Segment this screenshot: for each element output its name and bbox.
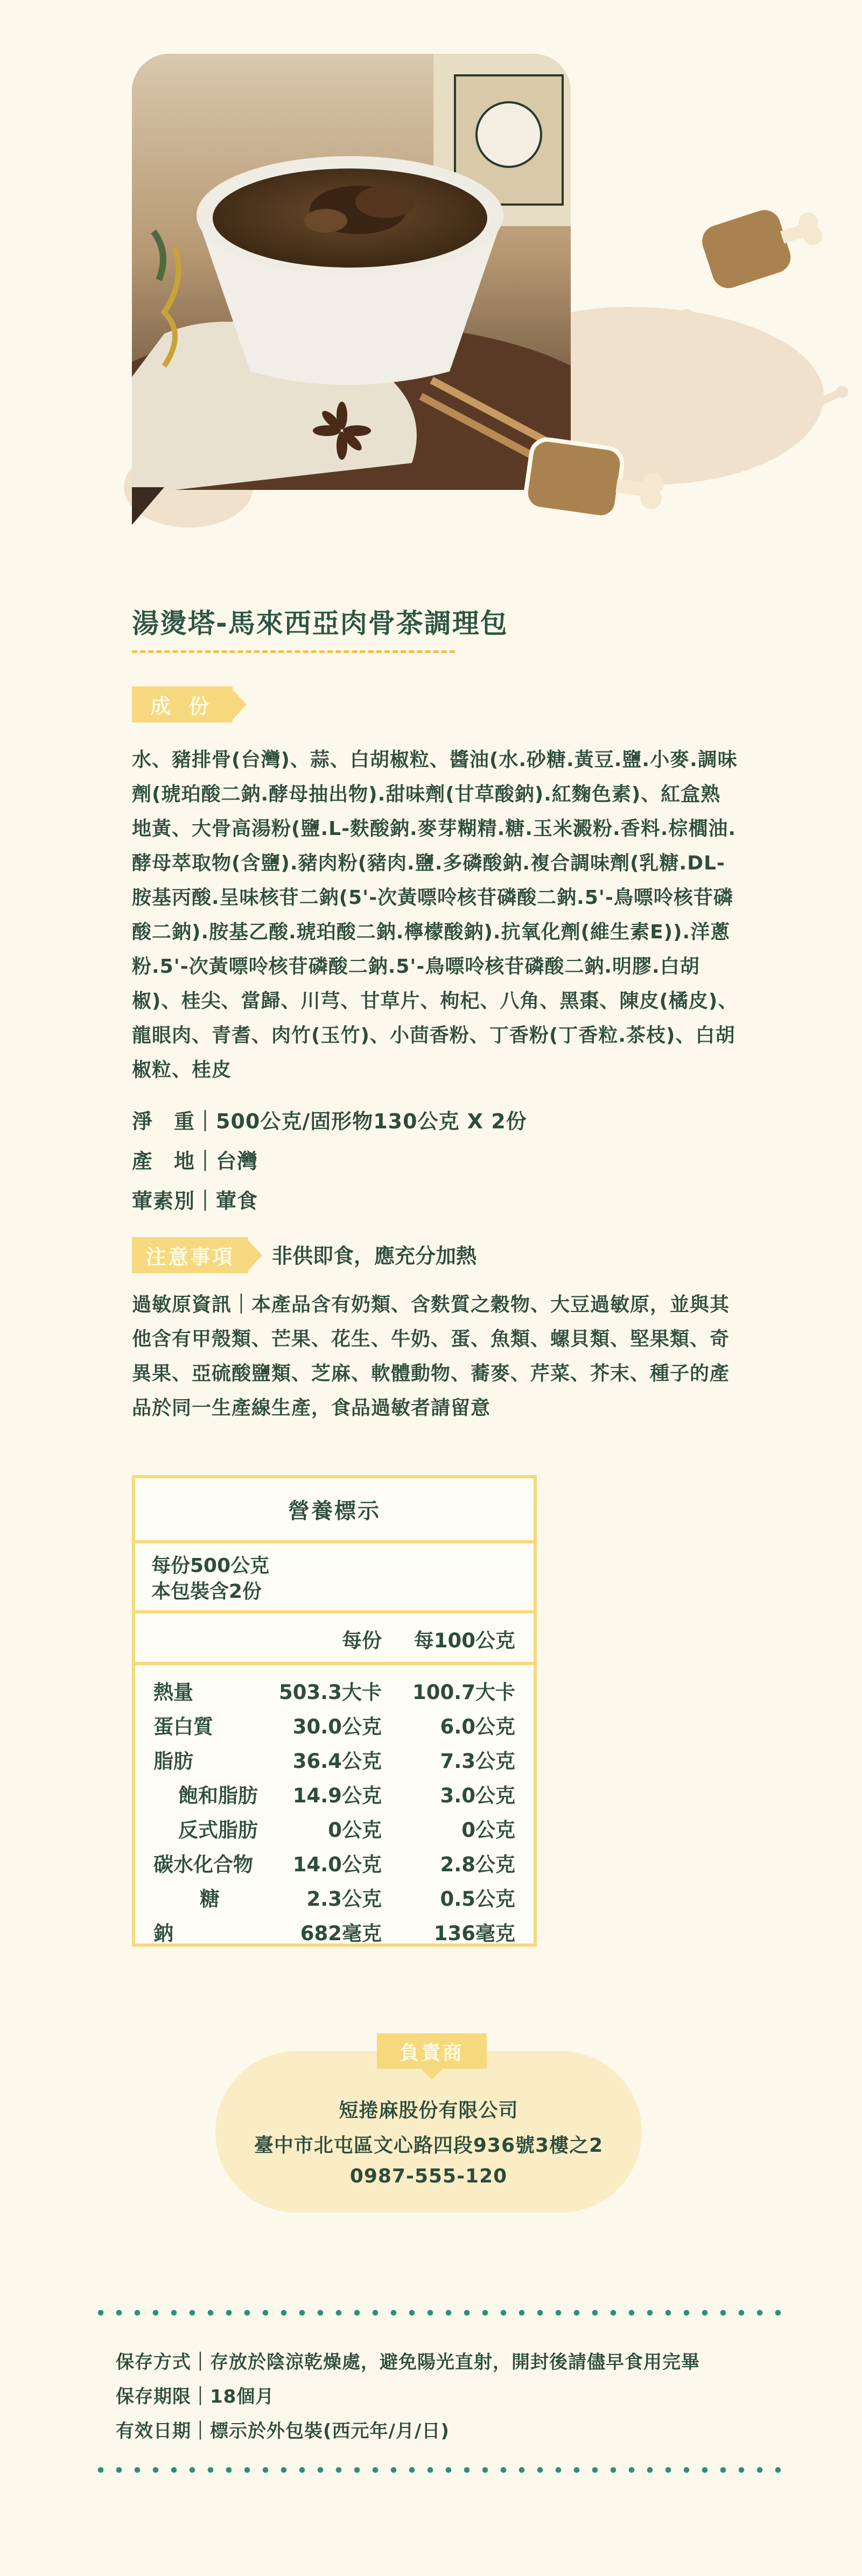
ingredients-text: 水、豬排骨(台灣)、蒜、白胡椒粒、醬油(水.砂糖.黃豆.鹽.小麥.調味劑(琥珀酸二鈉.酵母抽出物).甜味劑(甘草酸鈉).紅麴色素)、紅盒熟地黃、大骨高湯粉(鹽.L-麩酸鈉.麥芽糊精.糖.玉米澱粉.香料.棕櫚油.酵母萃取物(含鹽).豬肉粉(豬肉.鹽.多磷酸鈉.複合調味劑(乳糖.DL-胺基丙酸.呈味核苷二鈉(5'-次黃嘌呤核苷磷酸二鈉.5'-鳥嘌呤核苷磷酸二鈉).胺基乙酸.琥珀酸二鈉.檸檬酸鈉).抗氧化劑(維生素E)).洋蔥粉.5'-次黃嘌呤核苷磷酸二鈉.5'-鳥嘌呤核苷磷酸二鈉.明膠.白胡椒)、桂尖、當歸、川芎、甘草片、枸杞、八角、黑棗、陳皮(橘皮)、龍眼肉、青耆、肉竹(玉竹)、小茴香粉、丁香粉(丁香粒.茶枝)、白胡椒粒、桂皮 [132,749,738,1081]
nutrition-row [135,1774,534,1808]
supplier-phone: 0987-555-120 [349,2165,508,2187]
nutrient-name: 碳水化合物 [153,1853,253,1876]
ingredients-label: 成 份 [132,686,233,722]
serving-size: 每份500公克 [151,1555,270,1577]
product-photo [132,54,571,490]
nutrition-row [135,1705,534,1739]
shelf-life: 保存期限｜18個月 [116,2386,275,2407]
nutrient-per-100g: 136毫克 [433,1922,515,1945]
origin: 產 地｜台灣 [132,1149,258,1173]
nutrition-header [135,1613,534,1665]
nutrient-name: 糖 [200,1887,220,1911]
nutrition-row [135,1670,534,1705]
nutrition-title: 營養標示 [135,1478,534,1543]
nutrition-row [135,1843,534,1877]
soup-bowl-illustration [132,54,571,490]
nutrient-per-100g: 6.0公克 [440,1715,515,1738]
nutrient-per-serving: 503.3大卡 [278,1681,382,1704]
notice-text: 非供即食，應充分加熱 [272,1244,477,1268]
nutrient-per-100g: 2.8公克 [440,1853,515,1876]
storage-method: 保存方式｜存放於陰涼乾燥處，避免陽光直射，開封後請儘早食用完畢 [116,2352,700,2373]
diet-type: 葷素別｜葷食 [132,1189,258,1213]
nutrient-name: 飽和脂肪 [178,1784,258,1807]
nutrient-name: 熱量 [153,1681,193,1704]
nutrition-rows [135,1665,534,1946]
supplier-label: 負責商 [377,2033,487,2069]
nutrition-row [135,1877,534,1912]
small-bone-icon [635,301,700,355]
col-per-serving: 每份 [342,1629,382,1652]
nutrient-per-100g: 100.7大卡 [412,1681,515,1704]
nutrient-name: 反式脂肪 [178,1819,258,1842]
nutrient-name: 蛋白質 [153,1715,213,1738]
nutrition-row [135,1739,534,1774]
nutrition-row [135,1808,534,1843]
serving-info [135,1543,534,1613]
nutrient-per-serving: 36.4公克 [292,1750,382,1773]
nutrient-per-serving: 14.0公克 [292,1853,382,1876]
nutrient-per-serving: 30.0公克 [292,1715,382,1738]
allergen-info: 過敏原資訊｜本產品含有奶類、含麩質之穀物、大豆過敏原，並與其他含有甲殼類、芒果、花生、牛奶、蛋、魚類、螺貝類、堅果類、奇異果、亞硫酸鹽類、芝麻、軟體動物、蕎麥、芹菜、芥末、種子的產品於同一生產線生產，食品過敏者請留意 [132,1294,730,1419]
nutrient-per-100g: 3.0公克 [440,1784,515,1807]
nutrient-per-serving: 682毫克 [300,1922,382,1945]
supplier-address: 臺中市北屯區文心路四段936號3樓之2 [254,2135,604,2157]
nutrition-table [132,1475,537,1947]
nutrient-name: 鈉 [153,1922,173,1945]
servings-per-pack: 本包裝含2份 [151,1581,262,1603]
dotted-divider-top [92,2310,781,2316]
dotted-divider-bottom [92,2467,781,2473]
nutrient-per-serving: 2.3公克 [306,1887,382,1911]
nutrient-per-100g: 0公克 [461,1819,515,1842]
speech-bubble-tail [132,487,164,525]
net-weight: 淨 重｜500公克/固形物130公克 X 2份 [132,1110,527,1133]
product-title: 湯燙塔-馬來西亞肉骨茶調理包 [132,608,508,639]
small-bone-icon [808,382,851,415]
notice-label: 注意事項 [132,1237,248,1273]
nutrient-name: 脂肪 [153,1750,193,1773]
nutrient-per-100g: 0.5公克 [440,1887,515,1911]
meat-bone-icon [517,431,678,538]
expiry-date: 有效日期｜標示於外包裝(西元年/月/日) [116,2420,450,2442]
supplier-name: 短捲麻股份有限公司 [339,2100,518,2122]
title-divider [132,650,455,653]
nutrient-per-100g: 7.3公克 [440,1750,515,1773]
nutrition-row [135,1912,534,1946]
nutrient-per-serving: 14.9公克 [292,1784,382,1807]
nutrient-per-serving: 0公克 [328,1819,382,1842]
col-per-100g: 每100公克 [414,1629,515,1652]
meat-bone-icon [684,191,835,299]
